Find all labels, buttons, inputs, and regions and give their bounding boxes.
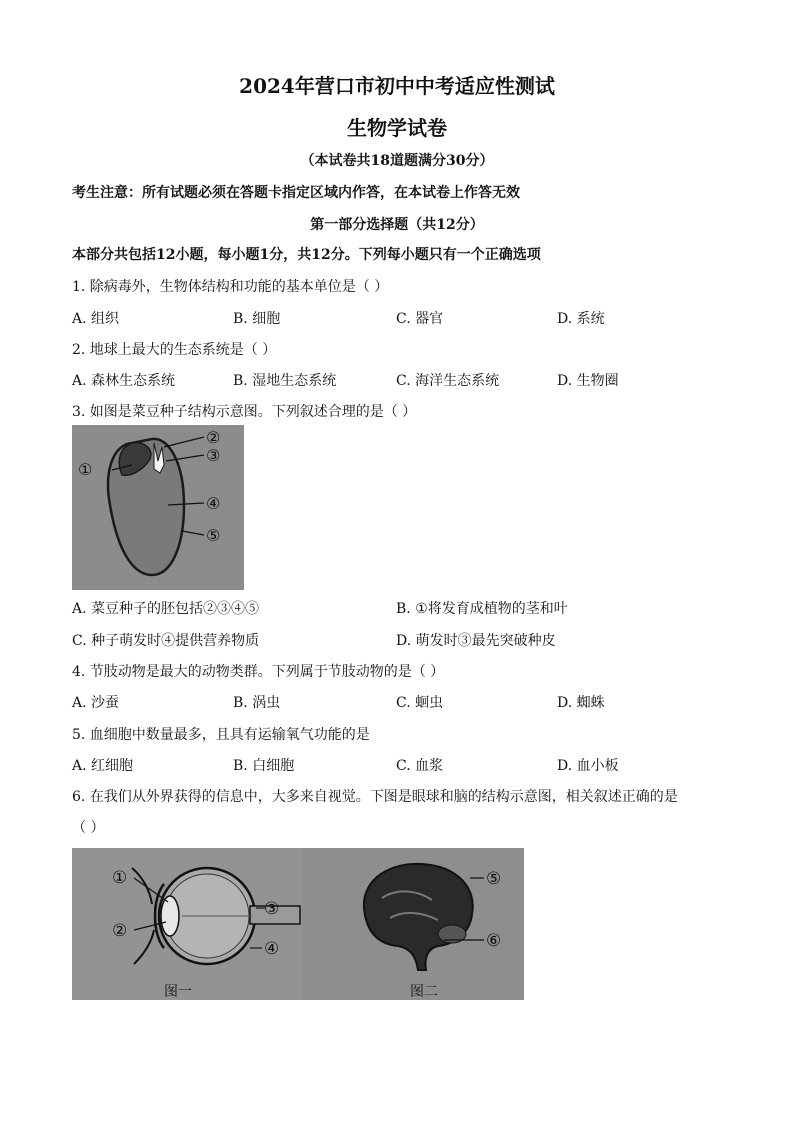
q1-option-b: B. 细胞 bbox=[233, 311, 281, 327]
eye-label-4: ④ bbox=[264, 939, 280, 959]
seed-label-3: ③ bbox=[206, 446, 221, 465]
attention-notice: 考生注意：所有试题必须在答题卡指定区域内作答，在本试卷上作答无效 bbox=[72, 185, 520, 201]
q5-option-c: C. 血浆 bbox=[396, 758, 444, 774]
question-6-stem-cont: （ ） bbox=[72, 820, 105, 836]
question-5-stem: 5. 血细胞中数量最多，且具有运输氧气功能的是 bbox=[72, 727, 370, 743]
q5-option-d: D. 血小板 bbox=[557, 758, 619, 774]
eye-label-2: ② bbox=[112, 921, 128, 941]
section-heading: 第一部分选择题（共12分） bbox=[310, 217, 484, 233]
seed-label-2: ② bbox=[206, 428, 221, 447]
brain-label-5: ⑤ bbox=[486, 869, 502, 889]
q3-option-d: D. 萌发时③最先突破种皮 bbox=[396, 633, 556, 649]
eye-label-1: ① bbox=[112, 868, 128, 888]
q5-option-a: A. 红细胞 bbox=[72, 758, 134, 774]
q2-option-a: A. 森林生态系统 bbox=[72, 373, 176, 389]
eye-label-3: ③ bbox=[264, 899, 280, 919]
question-1-stem: 1. 除病毒外，生物体结构和功能的基本单位是（ ） bbox=[72, 279, 389, 295]
q2-option-c: C. 海洋生态系统 bbox=[396, 373, 500, 389]
exam-note: （本试卷共18道题满分30分） bbox=[300, 153, 494, 169]
figure-caption-right: 图二 bbox=[410, 984, 438, 1000]
seed-diagram bbox=[72, 425, 244, 590]
exam-subject: 生物学试卷 bbox=[347, 116, 447, 140]
q4-option-c: C. 蛔虫 bbox=[396, 695, 444, 711]
q4-option-d: D. 蜘蛛 bbox=[557, 695, 605, 711]
question-2-stem: 2. 地球上最大的生态系统是（ ） bbox=[72, 342, 277, 358]
q2-option-d: D. 生物圈 bbox=[557, 373, 619, 389]
section-instruction: 本部分共包括12小题，每小题1分，共12分。下列每小题只有一个正确选项 bbox=[72, 247, 541, 263]
q4-option-b: B. 涡虫 bbox=[233, 695, 281, 711]
q3-option-a: A. 菜豆种子的胚包括②③④⑤ bbox=[72, 601, 260, 617]
question-6-stem: 6. 在我们从外界获得的信息中，大多来自视觉。下图是眼球和脑的结构示意图，相关叙述正确的是 bbox=[72, 789, 678, 805]
q3-option-b: B. ①将发育成植物的茎和叶 bbox=[396, 601, 568, 617]
q4-option-a: A. 沙蚕 bbox=[72, 695, 120, 711]
seed-label-1: ① bbox=[78, 460, 93, 479]
brain-label-6: ⑥ bbox=[486, 931, 502, 951]
question-3-stem: 3. 如图是菜豆种子结构示意图。下列叙述合理的是（ ） bbox=[72, 404, 417, 420]
seed-label-5: ⑤ bbox=[206, 526, 221, 545]
seed-label-4: ④ bbox=[206, 494, 221, 513]
q5-option-b: B. 白细胞 bbox=[233, 758, 295, 774]
q2-option-b: B. 湿地生态系统 bbox=[233, 373, 337, 389]
q1-option-a: A. 组织 bbox=[72, 311, 120, 327]
exam-title: 2024年营口市初中中考适应性测试 bbox=[239, 74, 555, 98]
q3-option-c: C. 种子萌发时④提供营养物质 bbox=[72, 633, 260, 649]
eye-brain-diagram bbox=[72, 848, 524, 1000]
q1-option-d: D. 系统 bbox=[557, 311, 605, 327]
q1-option-c: C. 器官 bbox=[396, 311, 444, 327]
figure-caption-left: 图一 bbox=[164, 984, 192, 1000]
question-4-stem: 4. 节肢动物是最大的动物类群。下列属于节肢动物的是（ ） bbox=[72, 664, 445, 680]
